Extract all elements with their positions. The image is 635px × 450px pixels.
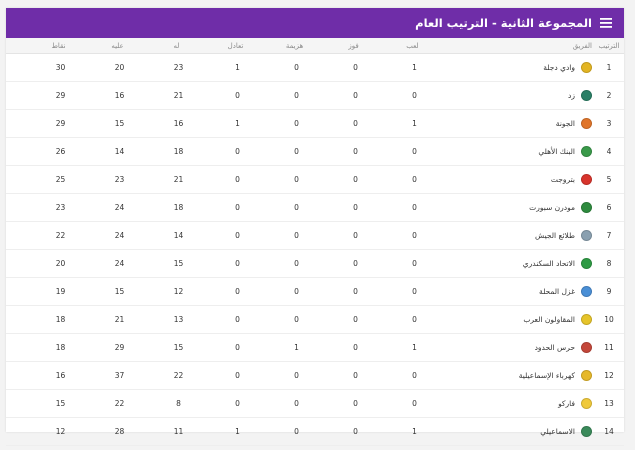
drawn-cell: 0 (235, 259, 240, 268)
lost-cell: 0 (294, 147, 299, 156)
against-cell: 28 (114, 427, 125, 436)
points-cell: 18 (55, 343, 66, 352)
against-cell: 14 (114, 147, 125, 156)
drawn-cell: 0 (235, 315, 240, 324)
team-cell[interactable] (444, 146, 594, 157)
drawn-cell: 0 (235, 287, 240, 296)
won-cell: 0 (353, 399, 358, 408)
lost-cell: 0 (294, 315, 299, 324)
drawn-cell: 0 (235, 343, 240, 352)
against-cell: 29 (114, 343, 125, 352)
team-cell[interactable] (444, 314, 594, 325)
points-cell: 26 (55, 147, 66, 156)
lost-cell: 1 (294, 343, 299, 352)
played-cell: 1 (412, 63, 417, 72)
team-name[interactable]: زد (568, 91, 575, 100)
won-cell: 0 (353, 147, 358, 156)
lost-cell: 0 (294, 175, 299, 184)
won-cell: 0 (353, 175, 358, 184)
team-cell[interactable] (444, 342, 594, 353)
team-name[interactable]: المقاولون العرب (523, 315, 575, 324)
against-cell: 21 (114, 315, 125, 324)
team-name[interactable]: مودرن سبورت (529, 203, 575, 212)
played-cell: 0 (412, 175, 417, 184)
points-cell: 29 (55, 119, 66, 128)
team-cell[interactable] (444, 118, 594, 129)
won-cell: 0 (353, 203, 358, 212)
team-name[interactable]: بتروجت (550, 175, 575, 184)
table-row[interactable] (6, 82, 624, 110)
col-drawn: تعادل (227, 41, 244, 50)
played-cell: 0 (412, 91, 417, 100)
table-row[interactable] (6, 194, 624, 222)
rank-cell: 14 (604, 427, 614, 436)
won-cell: 0 (353, 371, 358, 380)
team-logo-icon (581, 286, 592, 297)
standings-table-body (6, 54, 624, 446)
table-row[interactable] (6, 250, 624, 278)
col-lost: هزيمة (285, 41, 304, 50)
col-team: الفريق (572, 41, 592, 50)
against-cell: 15 (114, 119, 125, 128)
for-cell: 15 (173, 259, 184, 268)
against-cell: 15 (114, 287, 125, 296)
drawn-cell: 0 (235, 231, 240, 240)
drawn-cell: 0 (235, 147, 240, 156)
for-cell: 21 (173, 175, 184, 184)
lost-cell: 0 (294, 427, 299, 436)
drawn-cell: 0 (235, 175, 240, 184)
for-cell: 11 (173, 427, 184, 436)
table-row[interactable] (6, 138, 624, 166)
col-won: فوز (348, 41, 359, 50)
col-against: عليه (111, 41, 124, 50)
rank-cell: 11 (604, 343, 614, 352)
team-logo-icon (581, 230, 592, 241)
rank-cell: 6 (606, 203, 612, 212)
against-cell: 23 (114, 175, 125, 184)
drawn-cell: 0 (235, 371, 240, 380)
team-cell[interactable] (444, 202, 594, 213)
points-cell: 20 (55, 259, 66, 268)
against-cell: 22 (114, 399, 125, 408)
played-cell: 0 (412, 371, 417, 380)
against-cell: 37 (114, 371, 125, 380)
played-cell: 1 (412, 427, 417, 436)
rank-cell: 9 (606, 287, 612, 296)
team-logo-icon (581, 174, 592, 185)
table-header (6, 38, 624, 54)
points-cell: 15 (55, 399, 66, 408)
lost-cell: 0 (294, 371, 299, 380)
won-cell: 0 (353, 63, 358, 72)
rank-cell: 5 (606, 175, 612, 184)
for-cell: 12 (173, 287, 184, 296)
for-cell: 15 (173, 343, 184, 352)
against-cell: 16 (114, 91, 125, 100)
team-logo-icon (581, 146, 592, 157)
played-cell: 0 (412, 287, 417, 296)
played-cell: 1 (412, 119, 417, 128)
lost-cell: 0 (294, 203, 299, 212)
points-cell: 25 (55, 175, 66, 184)
table-row[interactable] (6, 166, 624, 194)
for-cell: 23 (173, 63, 184, 72)
played-cell: 1 (412, 343, 417, 352)
team-logo-icon (581, 118, 592, 129)
points-cell: 18 (55, 315, 66, 324)
col-rank: الترتيب (598, 41, 620, 50)
played-cell: 0 (412, 147, 417, 156)
won-cell: 0 (353, 343, 358, 352)
rank-cell: 7 (606, 231, 612, 240)
team-cell[interactable] (444, 258, 594, 269)
rank-cell: 4 (606, 147, 612, 156)
drawn-cell: 1 (235, 427, 240, 436)
team-name[interactable]: طلائع الجيش (535, 231, 575, 240)
team-name[interactable]: وادي دجلة (543, 63, 575, 72)
rank-cell: 3 (606, 119, 612, 128)
for-cell: 8 (176, 399, 181, 408)
menu-lines-icon (600, 18, 612, 28)
lost-cell: 0 (294, 63, 299, 72)
won-cell: 0 (353, 91, 358, 100)
table-row[interactable] (6, 418, 624, 446)
table-row[interactable] (6, 222, 624, 250)
team-logo-icon (581, 314, 592, 325)
col-played: لعب (406, 41, 419, 50)
standings-card (6, 8, 624, 436)
rank-cell: 13 (604, 399, 614, 408)
played-cell: 0 (412, 259, 417, 268)
page-title: المجموعة الثانية - الترتيب العام (415, 16, 592, 30)
table-row[interactable] (6, 278, 624, 306)
for-cell: 14 (173, 231, 184, 240)
team-logo-icon (581, 90, 592, 101)
against-cell: 24 (114, 203, 125, 212)
team-logo-icon (581, 370, 592, 381)
played-cell: 0 (412, 315, 417, 324)
against-cell: 24 (114, 259, 125, 268)
points-cell: 30 (55, 63, 66, 72)
for-cell: 16 (173, 119, 184, 128)
played-cell: 0 (412, 203, 417, 212)
team-cell[interactable] (444, 370, 594, 381)
team-logo-icon (581, 398, 592, 409)
won-cell: 0 (353, 231, 358, 240)
won-cell: 0 (353, 259, 358, 268)
lost-cell: 0 (294, 399, 299, 408)
won-cell: 0 (353, 119, 358, 128)
table-row[interactable] (6, 334, 624, 362)
table-row[interactable] (6, 54, 624, 82)
points-cell: 19 (55, 287, 66, 296)
table-row[interactable] (6, 362, 624, 390)
team-logo-icon (581, 202, 592, 213)
team-cell[interactable] (444, 174, 594, 185)
team-cell[interactable] (444, 90, 594, 101)
team-logo-icon (581, 62, 592, 73)
points-cell: 29 (55, 91, 66, 100)
team-cell[interactable] (444, 62, 594, 73)
table-row[interactable] (6, 306, 624, 334)
for-cell: 13 (173, 315, 184, 324)
drawn-cell: 0 (235, 203, 240, 212)
rank-cell: 10 (604, 315, 614, 324)
drawn-cell: 1 (235, 119, 240, 128)
table-row[interactable] (6, 390, 624, 418)
won-cell: 0 (353, 287, 358, 296)
drawn-cell: 0 (235, 399, 240, 408)
standings-header (6, 8, 624, 38)
team-name[interactable]: الجونة (555, 119, 575, 128)
col-for: له (173, 41, 180, 50)
col-points: نقاط (51, 41, 66, 50)
points-cell: 22 (55, 231, 66, 240)
team-cell[interactable] (444, 426, 594, 437)
team-cell[interactable] (444, 398, 594, 409)
team-name[interactable]: الاسماعيلي (540, 427, 575, 436)
against-cell: 24 (114, 231, 125, 240)
lost-cell: 0 (294, 259, 299, 268)
played-cell: 0 (412, 399, 417, 408)
points-cell: 23 (55, 203, 66, 212)
rank-cell: 8 (606, 259, 612, 268)
lost-cell: 0 (294, 231, 299, 240)
against-cell: 20 (114, 63, 125, 72)
team-logo-icon (581, 258, 592, 269)
for-cell: 18 (173, 203, 184, 212)
lost-cell: 0 (294, 287, 299, 296)
lost-cell: 0 (294, 91, 299, 100)
points-cell: 16 (55, 371, 66, 380)
drawn-cell: 0 (235, 91, 240, 100)
drawn-cell: 1 (235, 63, 240, 72)
team-logo-icon (581, 426, 592, 437)
team-name[interactable]: حرس الحدود (534, 343, 575, 352)
team-name[interactable]: فاركو (558, 399, 575, 408)
for-cell: 18 (173, 147, 184, 156)
for-cell: 22 (173, 371, 184, 380)
for-cell: 21 (173, 91, 184, 100)
won-cell: 0 (353, 427, 358, 436)
rank-cell: 12 (604, 371, 614, 380)
lost-cell: 0 (294, 119, 299, 128)
rank-cell: 2 (606, 91, 612, 100)
points-cell: 12 (55, 427, 66, 436)
team-name[interactable]: البنك الأهلي (538, 147, 575, 156)
rank-cell: 1 (606, 63, 612, 72)
team-cell[interactable] (444, 230, 594, 241)
played-cell: 0 (412, 231, 417, 240)
team-name[interactable]: الاتحاد السكندري (522, 259, 575, 268)
table-row[interactable] (6, 110, 624, 138)
team-name[interactable]: غزل المحلة (539, 287, 575, 296)
won-cell: 0 (353, 315, 358, 324)
team-name[interactable]: كهرباء الإسماعيلية (518, 371, 575, 380)
team-logo-icon (581, 342, 592, 353)
team-cell[interactable] (444, 286, 594, 297)
